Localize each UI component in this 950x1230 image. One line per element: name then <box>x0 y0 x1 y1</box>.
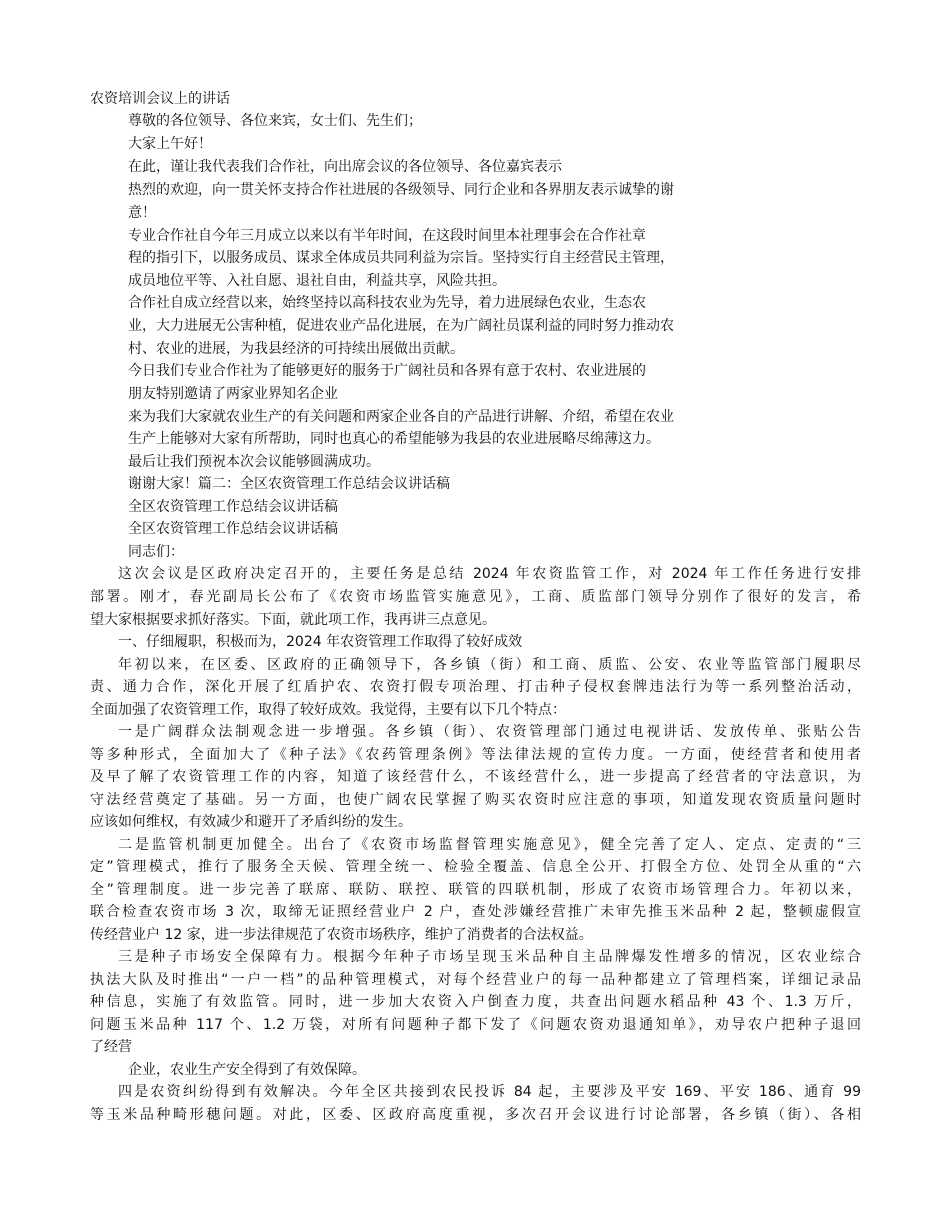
text-line: 来为我们大家就农业生产的有关问题和两家企业各自的产品进行讲解、介绍，希望在农业 <box>128 409 674 425</box>
text-line: 意！ <box>128 205 156 221</box>
text-line: 专业合作社自今年三月成立以来以有半年时间，在这段时间里本社理事会在合作社章 <box>128 228 646 244</box>
text-line: 部署。刚才，春光副局长公布了《农资市场监管实施意见》，工商、质监部门领导分别作了很好的发言，希 <box>90 589 861 605</box>
text-line: 村、农业的进展，为我县经济的可持续出展做出贡献。 <box>128 341 464 357</box>
text-line: 三是种子市场安全保障有力。根据今年种子市场呈现玉米品种自主品牌爆发性增多的情况，区农业综合 <box>118 949 861 965</box>
text-line: 及早了解了农资管理工作的内容，知道了该经营什么，不该经营什么，进一步提高了经营者的守法意识，为 <box>90 769 861 785</box>
document-title: 农资培训会议上的讲话 <box>90 91 230 107</box>
text-line: 尊敬的各位领导、各位来宾，女士们、先生们； <box>128 113 422 129</box>
text-line: 全”管理制度。进一步完善了联席、联防、联控、联管的四联机制，形成了农资市场管理合力。年初以来， <box>90 882 861 898</box>
text-line: 大家上午好！ <box>128 136 212 152</box>
text-line: 一是广阔群众法制观念进一步增强。各乡镇（街）、农资管理部门通过电视讲话、发放传单、张贴公告 <box>118 724 861 740</box>
text-line: 种信息，实施了有效监管。同时，进一步加大农资入户倒查力度，共查出问题水稻品种 43 个、1.3 万斤， <box>90 994 861 1010</box>
salutation: 同志们： <box>128 544 184 560</box>
text-line: 热烈的欢迎，向一贯关怀支持合作社进展的各级领导、同行企业和各界朋友表示诚挚的谢 <box>128 182 674 198</box>
text-line: 等玉米品种畸形穗问题。对此，区委、区政府高度重视，多次召开会议进行讨论部署，各乡镇（街）、各相 <box>90 1107 861 1123</box>
text-line: 今日我们专业合作社为了能够更好的服务于广阔社员和各界有意于农村、农业进展的 <box>128 363 646 379</box>
text-line: 合作社自成立经营以来，始终坚持以高科技农业为先导，着力进展绿色农业，生态农 <box>128 295 646 311</box>
text-line: 业，大力进展无公害种植，促进农业产品化进展，在为广阔社员谋利益的同时努力推动农 <box>128 318 674 334</box>
text-line: 四是农资纠纷得到有效解决。今年全区共接到农民投诉 84 起，主要涉及平安 169、平安 186、通育 99 <box>118 1084 861 1100</box>
text-line: 最后让我们预祝本次会议能够圆满成功。 <box>128 454 380 470</box>
text-line: 守法经营奠定了基础。另一方面，也使广阔农民掌握了购买农资时应注意的事项，知道发现农资质量问题时 <box>90 792 861 808</box>
text-line: 望大家根据要求抓好落实。下面，就此项工作，我再讲三点意见。 <box>90 612 496 628</box>
section-heading: 全区农资管理工作总结会议讲话稿 <box>128 521 338 537</box>
text-line: 执法大队及时推出“一户一档”的品种管理模式，对每个经营业户的每一品种都建立了管理档案，详细记录品 <box>90 972 861 988</box>
text-line: 在此，谨让我代表我们合作社，向出席会议的各位领导、各位嘉宾表示 <box>128 159 562 175</box>
section-heading: 全区农资管理工作总结会议讲话稿 <box>128 499 338 515</box>
text-line: 朋友特别邀请了两家业界知名企业 <box>128 386 338 402</box>
text-line: 生产上能够对大家有所帮助，同时也真心的希望能够为我县的农业进展略尽绵薄这力。 <box>128 431 660 447</box>
text-line: 传经营业户 12 家，进一步法律规范了农资市场秩序，维护了消费者的合法权益。 <box>90 927 593 943</box>
text-line: 联合检查农资市场 3 次，取缔无证照经营业户 2 户，查处涉嫌经营推广未审先推玉米品种 2 起，整顿虚假宣 <box>90 904 861 920</box>
text-line: 问题玉米品种 117 个、1.2 万袋，对所有问题种子都下发了《问题农资劝退通知单》，劝导农户把种子退回 <box>90 1017 861 1033</box>
text-line: 责、通力合作，深化开展了红盾护农、农资打假专项治理、打击种子侵权套牌违法行为等一系列整治活动， <box>90 679 861 695</box>
text-line: 等多种形式，全面加大了《种子法》《农药管理条例》等法律法规的宣传力度。一方面，使经营者和使用者 <box>90 747 861 763</box>
text-line: 程的指引下，以服务成员、谋求全体成员共同利益为宗旨。坚持实行自主经营民主管理， <box>128 250 674 266</box>
section-heading: 谢谢大家！篇二：全区农资管理工作总结会议讲话稿 <box>128 476 450 492</box>
text-line: 二是监管机制更加健全。出台了《农资市场监督管理实施意见》，健全完善了定人、定点、定责的“三 <box>118 837 861 853</box>
text-line: 企业，农业生产安全得到了有效保障。 <box>128 1062 366 1078</box>
text-line: 全面加强了农资管理工作，取得了较好成效。我觉得，主要有以下几个特点： <box>90 702 566 718</box>
text-line: 年初以来，在区委、区政府的正确领导下，各乡镇（街）和工商、质监、公安、农业等监管部门履职尽 <box>118 657 861 673</box>
text-line: 这次会议是区政府决定召开的，主要任务是总结 2024 年农资监管工作，对 2024 年工作任务进行安排 <box>118 566 861 582</box>
section-heading: 一、仔细履职，积极而为，2024 年农资管理工作取得了较好成效 <box>118 634 523 650</box>
text-line: 应该如何维权，有效减少和避开了矛盾纠纷的发生。 <box>90 814 412 830</box>
text-line: 成员地位平等、入社自愿、退社自由，利益共享，风险共担。 <box>128 273 506 289</box>
text-line: 了经营 <box>90 1039 132 1055</box>
text-line: 定”管理模式，推行了服务全天候、管理全统一、检验全覆盖、信息全公开、打假全方位、处罚全从重的“六 <box>90 859 861 875</box>
